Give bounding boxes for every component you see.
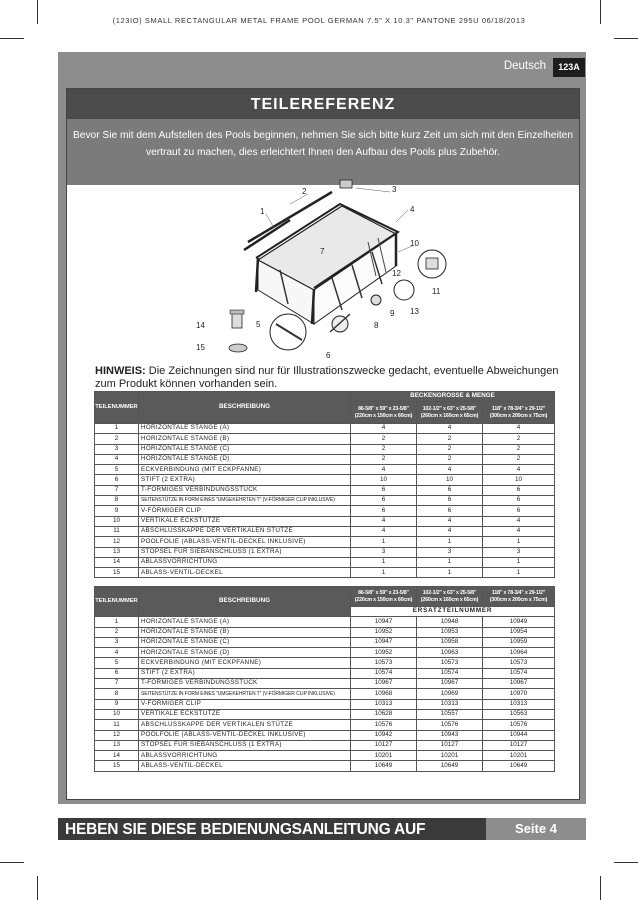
part-number: 12: [95, 730, 139, 740]
value-size-3: 10576: [483, 720, 555, 730]
value-size-3: 10944: [483, 730, 555, 740]
value-size-1: 2: [351, 434, 417, 444]
value-size-1: 10952: [351, 648, 417, 658]
table-row: [95, 668, 555, 678]
value-size-1: 10947: [351, 617, 417, 627]
part-number: 5: [95, 465, 139, 475]
part-number: 13: [95, 740, 139, 750]
value-size-3: 10: [483, 475, 555, 485]
label-5: 5: [256, 320, 261, 329]
value-size-2: 10: [417, 475, 483, 485]
page-number: Seite 4: [486, 818, 586, 840]
part-number: 9: [95, 699, 139, 709]
part-description: V-FÖRMIGER CLIP: [139, 506, 351, 516]
table-row: [95, 454, 555, 464]
part-description: ABLASS-VENTIL-DECKEL: [139, 761, 351, 771]
value-size-3: 10949: [483, 617, 555, 627]
part-description: ABLASS-VENTIL-DECKEL: [139, 568, 351, 578]
part-number: 12: [95, 537, 139, 547]
part-number: 8: [95, 496, 139, 506]
part-description: HORIZONTALE STANGE (A): [139, 617, 351, 627]
value-size-3: 10964: [483, 648, 555, 658]
table-row: [95, 424, 555, 434]
size-header: [417, 587, 483, 607]
part-description: T-FÖRMIGES VERBINDUNGSSTÜCK: [139, 485, 351, 495]
value-size-1: 10576: [351, 720, 417, 730]
table-row: [95, 751, 555, 761]
part-description: ABSCHLUSSKAPPE DER VERTIKALEN STÜTZE: [139, 526, 351, 536]
value-size-1: 4: [351, 465, 417, 475]
part-number: 1: [95, 424, 139, 434]
table-row: [95, 526, 555, 536]
table-row: [95, 547, 555, 557]
value-size-1: 10649: [351, 761, 417, 771]
crop-mark: [614, 862, 638, 863]
value-size-2: 10127: [417, 740, 483, 750]
value-size-1: 2: [351, 454, 417, 464]
label-14: 14: [196, 321, 205, 330]
value-size-2: 6: [417, 485, 483, 495]
value-size-3: 10649: [483, 761, 555, 771]
part-description: STÖPSEL FÜR SIEBANSCHLUSS (1 EXTRA): [139, 547, 351, 557]
value-size-2: 4: [417, 424, 483, 434]
value-size-2: 10948: [417, 617, 483, 627]
value-size-2: 10573: [417, 658, 483, 668]
intro-line-1: Bevor Sie mit dem Aufstellen des Pools beginnen, nehmen Sie sich bitte kurz Zeit um sich mit den Einzelheiten: [72, 130, 573, 141]
value-size-1: 10573: [351, 658, 417, 668]
size-metric: (220cm x 150cm x 60cm): [354, 412, 413, 419]
table-row: [95, 709, 555, 719]
table-row: [95, 485, 555, 495]
value-size-3: 10127: [483, 740, 555, 750]
size-imperial: 118" x 78-3/4" x 29-1/2": [491, 589, 546, 596]
label-3: 3: [392, 185, 397, 194]
table-row: [95, 568, 555, 578]
part-number: 10: [95, 709, 139, 719]
label-2: 2: [302, 187, 307, 196]
part-description: VERTIKALE ECKSTÜTZE: [139, 516, 351, 526]
label-12: 12: [392, 269, 401, 278]
table-row: [95, 557, 555, 567]
table-row: [95, 720, 555, 730]
value-size-1: 4: [351, 516, 417, 526]
part-description: STIFT (2 EXTRA): [139, 668, 351, 678]
value-size-2: 10953: [417, 627, 483, 637]
language-label: Deutsch: [503, 60, 546, 72]
label-11: 11: [432, 287, 441, 296]
size-header: [483, 587, 555, 607]
page-code: 123A: [553, 58, 585, 77]
size-imperial: 86-5/8" x 59" x 23-5/8": [358, 405, 409, 412]
value-size-3: 4: [483, 424, 555, 434]
table-row: [95, 465, 555, 475]
part-number: 11: [95, 526, 139, 536]
col-part-number: TEILENUMMER: [95, 587, 139, 617]
value-size-1: 10: [351, 475, 417, 485]
value-size-2: 10958: [417, 637, 483, 647]
part-description: ECKVERBINDUNG (MIT ECKPFANNE): [139, 465, 351, 475]
value-size-1: 4: [351, 424, 417, 434]
value-size-1: 10947: [351, 637, 417, 647]
part-description: POOLFOLIE (ABLASS-VENTIL-DECKEL INKLUSIVE): [139, 537, 351, 547]
print-info: (123IO) SMALL RECTANGULAR METAL FRAME POOL GERMAN 7.5" X 10.3" PANTONE 295U 06/18/2013: [112, 16, 526, 25]
size-imperial: 102-1/2" x 63" x 25-5/8": [422, 405, 477, 412]
crop-mark: [600, 876, 601, 900]
value-size-1: 10127: [351, 740, 417, 750]
value-size-2: 10313: [417, 699, 483, 709]
value-size-3: 10563: [483, 709, 555, 719]
value-size-1: 2: [351, 444, 417, 454]
part-description: V-FÖRMIGER CLIP: [139, 699, 351, 709]
value-size-3: 1: [483, 568, 555, 578]
part-description: T-FÖRMIGES VERBINDUNGSSTÜCK: [139, 679, 351, 689]
value-size-3: 3: [483, 547, 555, 557]
part-number: 10: [95, 516, 139, 526]
table-row: [95, 648, 555, 658]
value-size-1: 6: [351, 506, 417, 516]
part-number: 11: [95, 720, 139, 730]
value-size-1: 10313: [351, 699, 417, 709]
col-description: BESCHREIBUNG: [139, 587, 351, 617]
value-size-3: 10574: [483, 668, 555, 678]
value-size-3: 6: [483, 485, 555, 495]
pool-diagram: [180, 172, 470, 362]
value-size-2: 10969: [417, 689, 483, 699]
part-description: POOLFOLIE (ABLASS-VENTIL-DECKEL INKLUSIVE): [139, 730, 351, 740]
value-size-1: 10628: [351, 709, 417, 719]
crop-mark: [614, 38, 638, 39]
value-size-2: 3: [417, 547, 483, 557]
value-size-1: 6: [351, 485, 417, 495]
value-size-2: 10557: [417, 709, 483, 719]
value-size-2: 4: [417, 526, 483, 536]
value-size-3: 10967: [483, 679, 555, 689]
part-number: 3: [95, 637, 139, 647]
value-size-1: 10942: [351, 730, 417, 740]
value-size-2: 1: [417, 568, 483, 578]
size-header: [483, 402, 555, 424]
part-number: 4: [95, 648, 139, 658]
value-size-1: 1: [351, 537, 417, 547]
label-13: 13: [410, 307, 419, 316]
table-row: [95, 506, 555, 516]
part-description: ABLASSVORRICHTUNG: [139, 751, 351, 761]
value-size-1: 10968: [351, 689, 417, 699]
value-size-2: 4: [417, 516, 483, 526]
value-size-2: 10574: [417, 668, 483, 678]
size-imperial: 118" x 78-3/4" x 29-1/2": [491, 405, 546, 412]
part-number: 9: [95, 506, 139, 516]
value-size-3: 10573: [483, 658, 555, 668]
size-metric: (220cm x 150cm x 60cm): [354, 596, 413, 603]
label-15: 15: [196, 343, 205, 352]
value-size-2: 2: [417, 454, 483, 464]
value-size-3: 10201: [483, 751, 555, 761]
part-number: 5: [95, 658, 139, 668]
value-size-1: 10201: [351, 751, 417, 761]
part-number: 6: [95, 475, 139, 485]
label-6: 6: [326, 351, 331, 360]
part-number: 4: [95, 454, 139, 464]
size-metric: (260cm x 160cm x 65cm): [420, 596, 479, 603]
part-description: HORIZONTALE STANGE (D): [139, 648, 351, 658]
note-label: HINWEIS:: [95, 365, 146, 377]
crop-mark: [0, 862, 24, 863]
value-size-3: 4: [483, 526, 555, 536]
value-size-1: 4: [351, 526, 417, 536]
part-description: HORIZONTALE STANGE (B): [139, 627, 351, 637]
note-text: Die Zeichnungen sind nur für Illustrationszwecke gedacht, eventuelle Abweichungen zum Produkt können vorhanden sein.: [95, 365, 559, 390]
size-imperial: 102-1/2" x 63" x 25-5/8": [422, 589, 477, 596]
quantity-table: [94, 391, 555, 578]
size-metric: (300cm x 200cm x 75cm): [489, 596, 548, 603]
intro-line-2: vertraut zu machen, dies erleichtert Ihnen den Aufbau des Pools plus Zubehör.: [146, 147, 500, 158]
value-size-1: 6: [351, 496, 417, 506]
size-metric: (260cm x 160cm x 65cm): [420, 412, 479, 419]
value-size-2: 10649: [417, 761, 483, 771]
value-size-3: 2: [483, 444, 555, 454]
value-size-3: 6: [483, 506, 555, 516]
footer-text: HEBEN SIE DIESE BEDIENUNGSANLEITUNG AUF: [65, 821, 426, 838]
table-row: [95, 434, 555, 444]
size-header: [417, 402, 483, 424]
group-header: BECKENGRÖSSE & MENGE: [351, 392, 555, 402]
table-row: [95, 658, 555, 668]
value-size-3: 10954: [483, 627, 555, 637]
value-size-2: 10201: [417, 751, 483, 761]
part-description: HORIZONTALE STANGE (B): [139, 434, 351, 444]
col-part-number: TEILENUMMER: [95, 392, 139, 424]
part-description: SEITENSTÜTZE IN FORM EINES "UMGEKEHRTEN T" (V-FÖRMIGER CLIP INKLUSIVE): [139, 496, 351, 506]
value-size-2: 10967: [417, 679, 483, 689]
value-size-3: 1: [483, 557, 555, 567]
part-number: 14: [95, 557, 139, 567]
label-10: 10: [410, 239, 419, 248]
label-7: 7: [320, 247, 325, 256]
size-imperial: 86-5/8" x 59" x 23-5/8": [358, 589, 409, 596]
value-size-3: 10959: [483, 637, 555, 647]
table-row: [95, 496, 555, 506]
part-description: ABLASSVORRICHTUNG: [139, 557, 351, 567]
note: [95, 365, 565, 391]
value-size-1: 3: [351, 547, 417, 557]
label-9: 9: [390, 309, 395, 318]
part-number: 14: [95, 751, 139, 761]
label-8: 8: [374, 321, 379, 330]
table-row: [95, 516, 555, 526]
size-header: [351, 402, 417, 424]
part-description: HORIZONTALE STANGE (A): [139, 424, 351, 434]
part-number: 7: [95, 485, 139, 495]
part-number: 1: [95, 617, 139, 627]
part-number: 13: [95, 547, 139, 557]
table-row: [95, 699, 555, 709]
value-size-3: 2: [483, 434, 555, 444]
table-row: [95, 761, 555, 771]
part-number: 3: [95, 444, 139, 454]
table-row: [95, 475, 555, 485]
table-row: [95, 617, 555, 627]
table-row: [95, 740, 555, 750]
value-size-1: 10967: [351, 679, 417, 689]
part-number: 8: [95, 689, 139, 699]
value-size-2: 6: [417, 506, 483, 516]
label-4: 4: [410, 205, 415, 214]
value-size-1: 1: [351, 568, 417, 578]
value-size-1: 10574: [351, 668, 417, 678]
part-description: HORIZONTALE STANGE (C): [139, 444, 351, 454]
value-size-2: 2: [417, 434, 483, 444]
value-size-2: 10963: [417, 648, 483, 658]
value-size-2: 4: [417, 465, 483, 475]
value-size-3: 10313: [483, 699, 555, 709]
value-size-3: 2: [483, 454, 555, 464]
part-description: VERTIKALE ECKSTÜTZE: [139, 709, 351, 719]
sub-header: ERSATZTEILNUMMER: [351, 607, 555, 617]
part-description: HORIZONTALE STANGE (C): [139, 637, 351, 647]
value-size-3: 4: [483, 516, 555, 526]
value-size-3: 6: [483, 496, 555, 506]
value-size-2: 1: [417, 557, 483, 567]
part-number: 6: [95, 668, 139, 678]
part-description: ABSCHLUSSKAPPE DER VERTIKALEN STÜTZE: [139, 720, 351, 730]
part-number: 2: [95, 434, 139, 444]
table-row: [95, 627, 555, 637]
value-size-2: 2: [417, 444, 483, 454]
part-number: 2: [95, 627, 139, 637]
size-header: [351, 587, 417, 607]
table-row: [95, 679, 555, 689]
col-description: BESCHREIBUNG: [139, 392, 351, 424]
table-row: [95, 444, 555, 454]
part-description: HORIZONTALE STANGE (D): [139, 454, 351, 464]
table-row: [95, 537, 555, 547]
part-description: STÖPSEL FÜR SIEBANSCHLUSS (1 EXTRA): [139, 740, 351, 750]
part-number: 15: [95, 761, 139, 771]
part-number: 7: [95, 679, 139, 689]
value-size-1: 1: [351, 557, 417, 567]
value-size-2: 10943: [417, 730, 483, 740]
value-size-3: 1: [483, 537, 555, 547]
part-description: STIFT (2 EXTRA): [139, 475, 351, 485]
crop-mark: [37, 876, 38, 900]
part-description: SEITENSTÜTZE IN FORM EINES "UMGEKEHRTEN T" (V-FÖRMIGER CLIP INKLUSIVE): [139, 689, 351, 699]
table-row: [95, 637, 555, 647]
table-row: [95, 730, 555, 740]
value-size-3: 4: [483, 465, 555, 475]
page-title: TEILEREFERENZ: [67, 89, 579, 119]
value-size-2: 1: [417, 537, 483, 547]
spare-parts-table: [94, 586, 555, 772]
value-size-3: 10970: [483, 689, 555, 699]
value-size-1: 10952: [351, 627, 417, 637]
label-1: 1: [260, 207, 265, 216]
part-description: ECKVERBINDUNG (MIT ECKPFANNE): [139, 658, 351, 668]
size-metric: (300cm x 200cm x 75cm): [489, 412, 548, 419]
value-size-2: 10576: [417, 720, 483, 730]
part-number: 15: [95, 568, 139, 578]
crop-mark: [0, 38, 24, 39]
value-size-2: 6: [417, 496, 483, 506]
table-row: [95, 689, 555, 699]
